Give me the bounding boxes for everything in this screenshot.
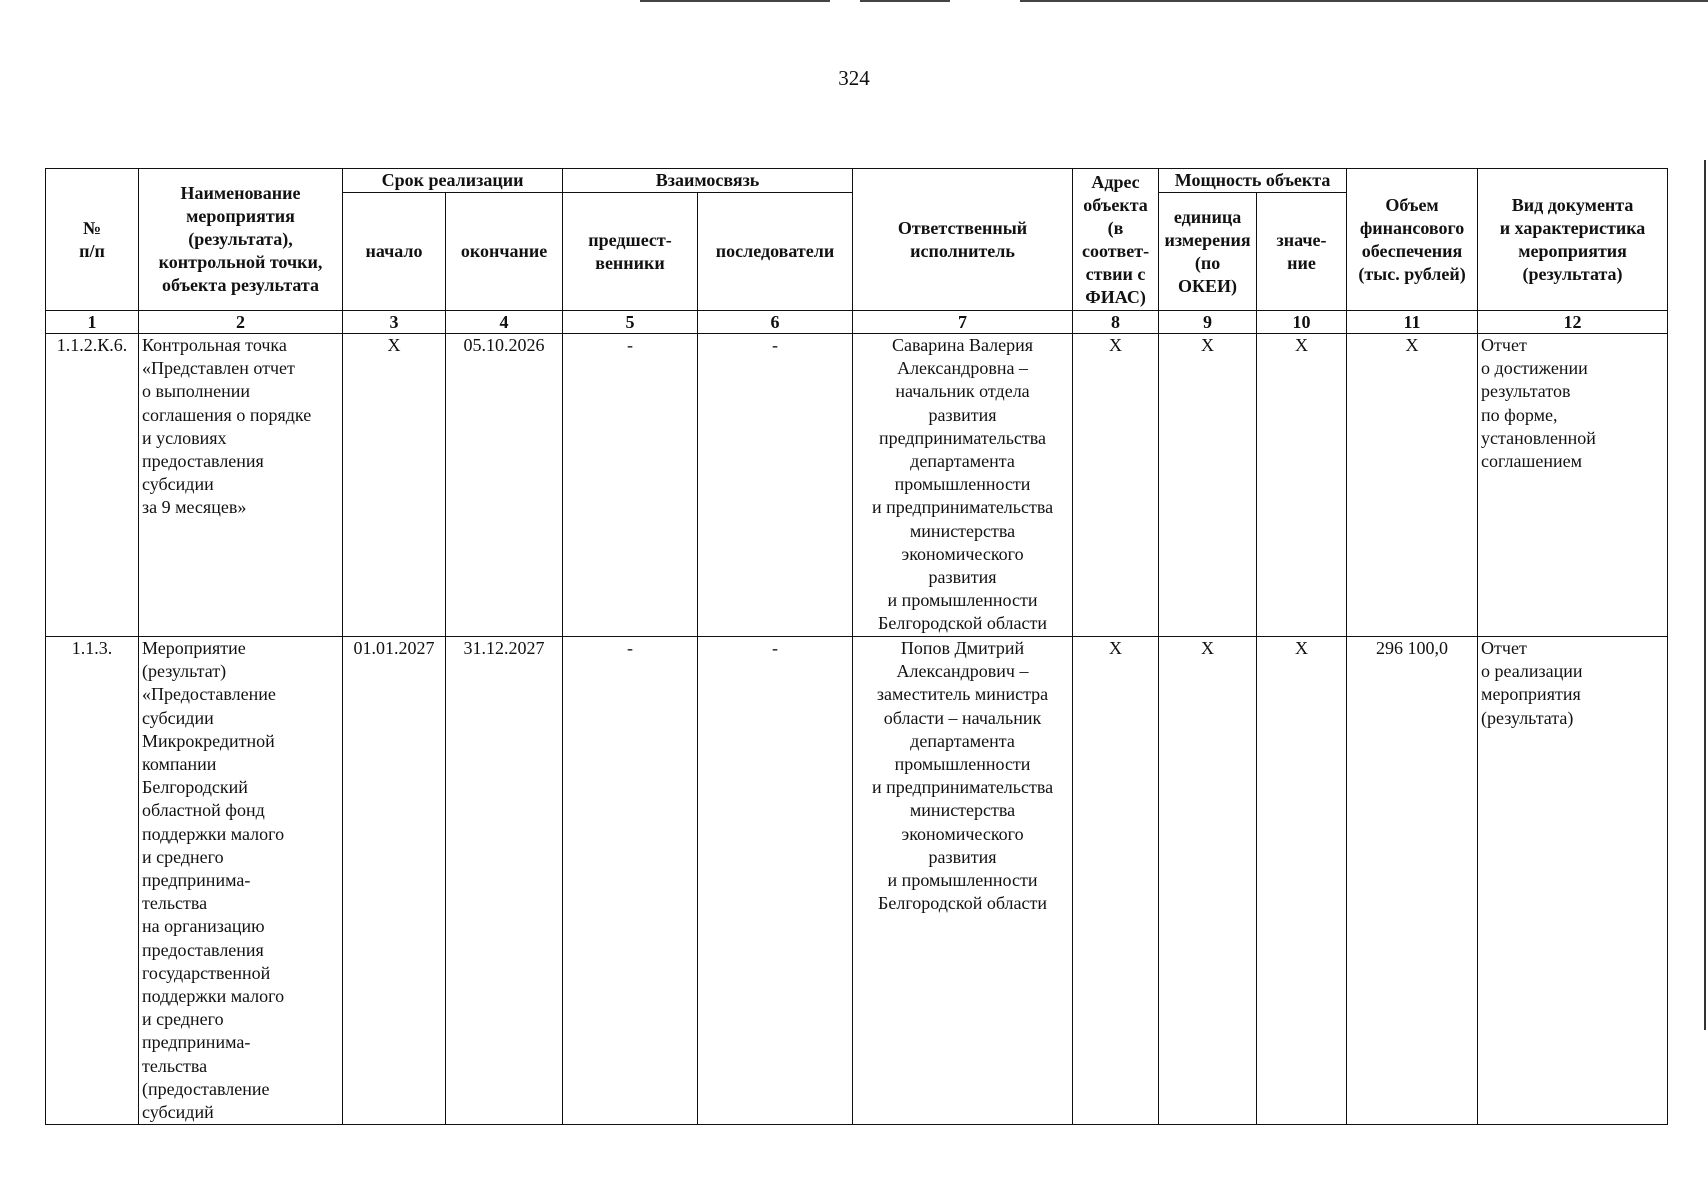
top-rule-left <box>640 0 830 2</box>
cell-address: X <box>1073 637 1159 1125</box>
cell-address: X <box>1073 334 1159 637</box>
column-number: 9 <box>1159 311 1257 334</box>
cell-predecessors: - <box>563 637 698 1125</box>
column-number: 4 <box>446 311 563 334</box>
cell-unit: X <box>1159 637 1257 1125</box>
header-unit: единица измерения (по ОКЕИ) <box>1159 193 1257 311</box>
cell-document: Отчет о реализации мероприятия (результата) <box>1478 637 1668 1125</box>
column-number-row <box>46 311 1668 334</box>
page-number: 324 <box>838 66 870 90</box>
cell-value: X <box>1257 334 1347 637</box>
header-responsible: Ответственный исполнитель <box>853 169 1073 311</box>
header-address: Адрес объекта (в соответ- ствии с ФИАС) <box>1073 169 1159 311</box>
cell-num: 1.1.2.К.6. <box>46 334 139 637</box>
header-value: значе- ние <box>1257 193 1347 311</box>
column-number: 2 <box>139 311 343 334</box>
cell-predecessors: - <box>563 334 698 637</box>
header-end: окончание <box>446 193 563 311</box>
header-group-link: Взаимосвязь <box>563 169 853 193</box>
header-predecessors: предшест- венники <box>563 193 698 311</box>
cell-start: X <box>343 334 446 637</box>
header-num: № п/п <box>46 169 139 311</box>
header-row-groups <box>46 169 1668 193</box>
header-financing: Объем финансового обеспечения (тыс. рублей) <box>1347 169 1478 311</box>
column-number: 11 <box>1347 311 1478 334</box>
table-row <box>46 334 1668 637</box>
cell-start: 01.01.2027 <box>343 637 446 1125</box>
cell-financing: 296 100,0 <box>1347 637 1478 1125</box>
column-number: 6 <box>698 311 853 334</box>
column-number: 3 <box>343 311 446 334</box>
cell-successors: - <box>698 334 853 637</box>
cell-value: X <box>1257 637 1347 1125</box>
plan-table <box>45 168 1668 1125</box>
column-number: 10 <box>1257 311 1347 334</box>
cell-name: Контрольная точка «Представлен отчет о выполнении соглашения о порядке и условиях предоставления субсидии за 9 месяцев» <box>139 334 343 637</box>
column-number: 5 <box>563 311 698 334</box>
header-group-term: Срок реализации <box>343 169 563 193</box>
header-start: начало <box>343 193 446 311</box>
top-rule-middle <box>860 0 950 2</box>
cell-end: 31.12.2027 <box>446 637 563 1125</box>
cell-num: 1.1.3. <box>46 637 139 1125</box>
top-rule-right <box>1020 0 1708 2</box>
cell-unit: X <box>1159 334 1257 637</box>
header-group-power: Мощность объекта <box>1159 169 1347 193</box>
column-number: 1 <box>46 311 139 334</box>
header-document: Вид документа и характеристика мероприятия (результата) <box>1478 169 1668 311</box>
cell-financing: X <box>1347 334 1478 637</box>
cell-document: Отчет о достижении результатов по форме, установленной соглашением <box>1478 334 1668 637</box>
cell-responsible: Попов Дмитрий Александрович – заместитель министра области – начальник департамента промышленности и предпринимательства министерства экономического развития и промышленности Белгородской области <box>853 637 1073 1125</box>
cell-name: Мероприятие (результат) «Предоставление субсидии Микрокредитной компании Белгородский областной фонд поддержки малого и среднего предпринима- тельства на организацию предоставления государственной поддержки малого и среднего предпринима- тельства (предоставление субсидий <box>139 637 343 1125</box>
column-number: 7 <box>853 311 1073 334</box>
side-rule <box>1704 160 1706 1030</box>
cell-end: 05.10.2026 <box>446 334 563 637</box>
header-successors: последователи <box>698 193 853 311</box>
header-name: Наименование мероприятия (результата), контрольной точки, объекта результата <box>139 169 343 311</box>
column-number: 8 <box>1073 311 1159 334</box>
table-row <box>46 637 1668 1125</box>
cell-responsible: Саварина Валерия Александровна – начальник отдела развития предпринимательства департамента промышленности и предпринимательства министерства экономического развития и промышленности Белгородской области <box>853 334 1073 637</box>
cell-successors: - <box>698 637 853 1125</box>
column-number: 12 <box>1478 311 1668 334</box>
